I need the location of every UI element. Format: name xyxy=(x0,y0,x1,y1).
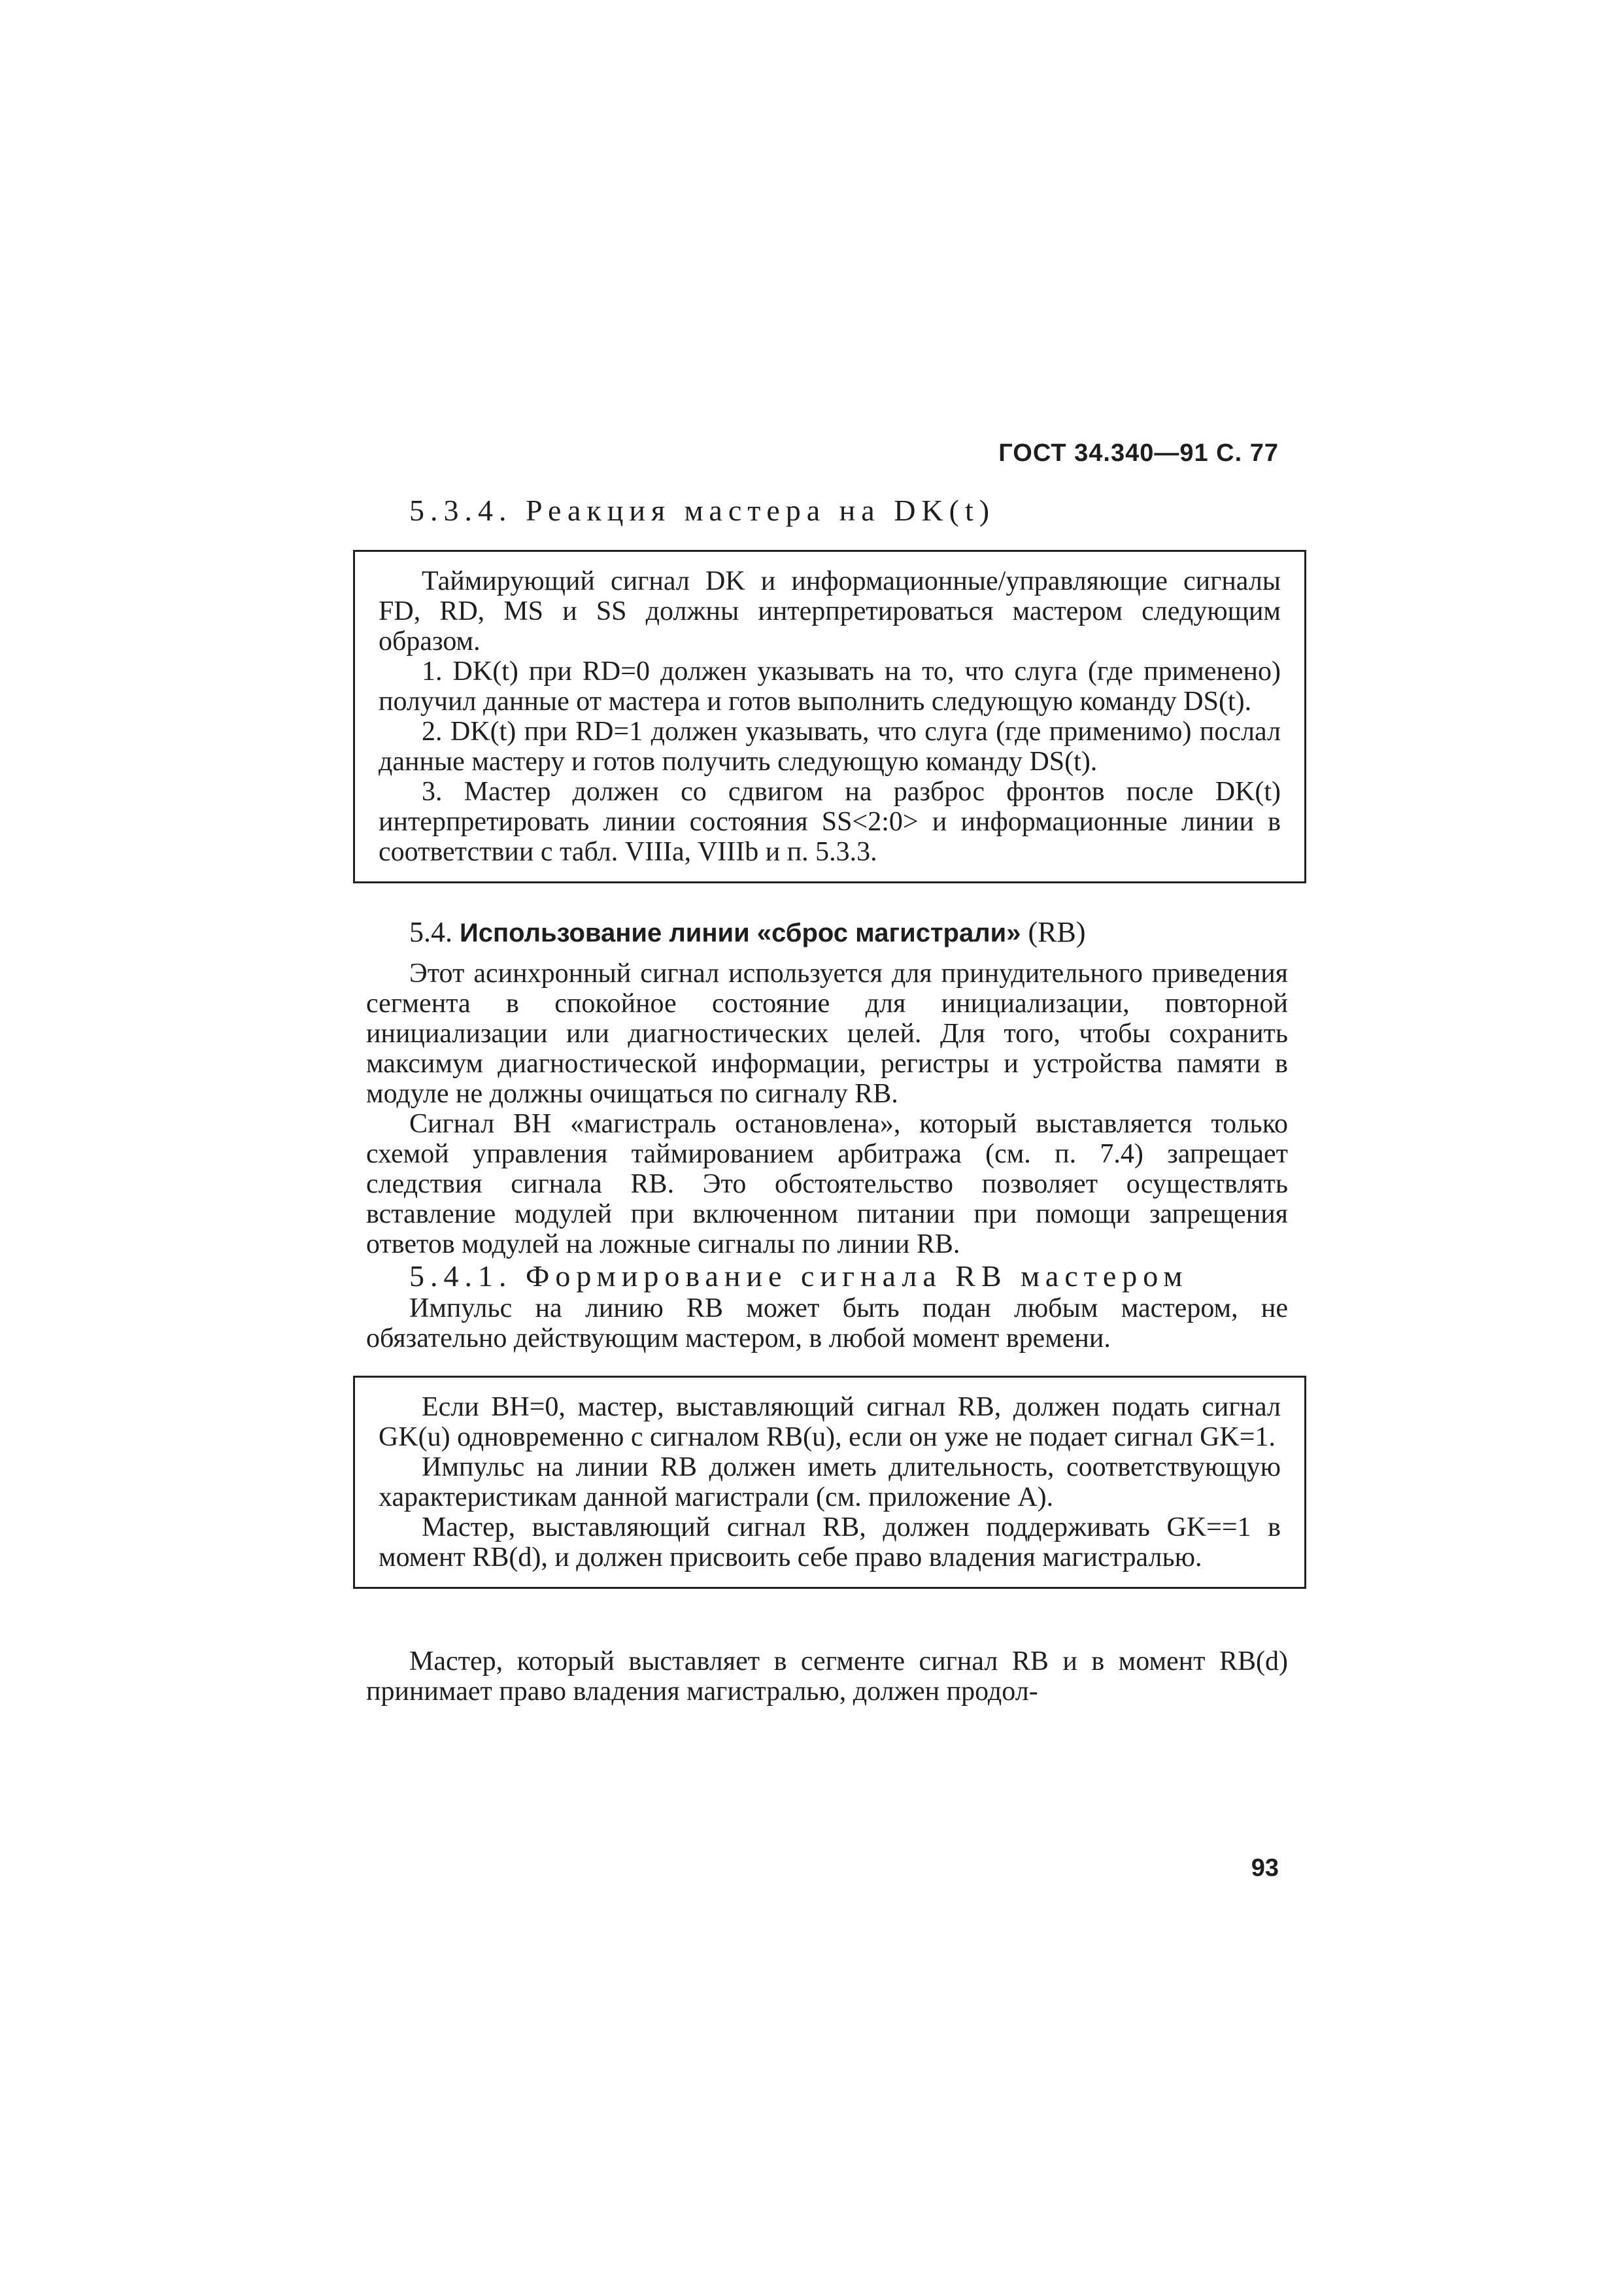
box-paragraph: Если BH=0, мастер, выставляющий сигнал RB, должен подать сигнал GK(u) одновременно с сигналом RB(u), если он уже не подает сигнал GK=1. xyxy=(379,1392,1281,1452)
body-paragraph: Этот асинхронный сигнал используется для принудительного приведения сегмента в спокойное состояние для инициализации, повторной инициализации или диагностических целей. Для того, чтобы сохранить максимум диагностической информации, регистры и устройства памяти в модуле не должны очищаться по сигналу RB. xyxy=(366,959,1288,1109)
body-paragraph: Импульс на линию RB может быть подан любым мастером, не обязательно действующим мастером, в любой момент времени. xyxy=(366,1293,1288,1353)
box-paragraph: Мастер, выставляющий сигнал RB, должен поддерживать GK==1 в момент RB(d), и должен присвоить себе право владения магистралью. xyxy=(379,1512,1281,1572)
section-title: Использование линии «сброс магистрали» xyxy=(460,919,1021,947)
body-paragraph: Мастер, который выставляет в сегменте сигнал RB и в момент RB(d) принимает право владения магистралью, должен продол- xyxy=(366,1646,1288,1707)
section-heading-5-3-4: 5.3.4. Реакция мастера на DK(t) xyxy=(409,494,996,527)
section-number: 5.4. xyxy=(409,916,452,948)
requirement-box-5-4-1 xyxy=(353,1376,1306,1589)
section-title-tail: (RB) xyxy=(1028,916,1086,948)
page-header: ГОСТ 34.340—91 С. 77 xyxy=(998,439,1279,467)
box-paragraph: 1. DK(t) при RD=0 должен указывать на то, что слуга (где применено) получил данные от мастера и готов выполнить следующую команду DS(t). xyxy=(379,656,1281,717)
body-paragraph: Сигнал BH «магистраль остановлена», который выставляется только схемой управления таймированием арбитража (см. п. 7.4) запрещает следствия сигнала RB. Это обстоятельство позволяет осуществлять вставление модулей при включенном питании при помощи запрещения ответов модулей на ложные сигналы по линии RB. xyxy=(366,1109,1288,1259)
section-heading-5-4 xyxy=(366,916,1288,949)
box-paragraph: 3. Мастер должен со сдвигом на разброс фронтов после DK(t) интерпретировать линии состояния SS<2:0> и информационные линии в соответствии с табл. VIIIa, VIIIb и п. 5.3.3. xyxy=(379,777,1281,867)
box-paragraph: Импульс на линии RB должен иметь длительность, соответствующую характеристикам данной магистрали (см. приложение A). xyxy=(379,1452,1281,1512)
requirement-box-5-3-4 xyxy=(353,550,1306,883)
box-paragraph: 2. DK(t) при RD=1 должен указывать, что слуга (где применимо) послал данные мастеру и готов получить следующую команду DS(t). xyxy=(379,717,1281,777)
page-number: 93 xyxy=(1251,1854,1279,1882)
box-paragraph: Таймирующий сигнал DK и информационные/управляющие сигналы FD, RD, MS и SS должны интерпретироваться мастером следующим образом. xyxy=(379,566,1281,656)
document-body xyxy=(366,494,1288,1707)
section-heading-5-4-1: 5.4.1. Формирование сигнала RB мастером xyxy=(409,1259,1189,1293)
